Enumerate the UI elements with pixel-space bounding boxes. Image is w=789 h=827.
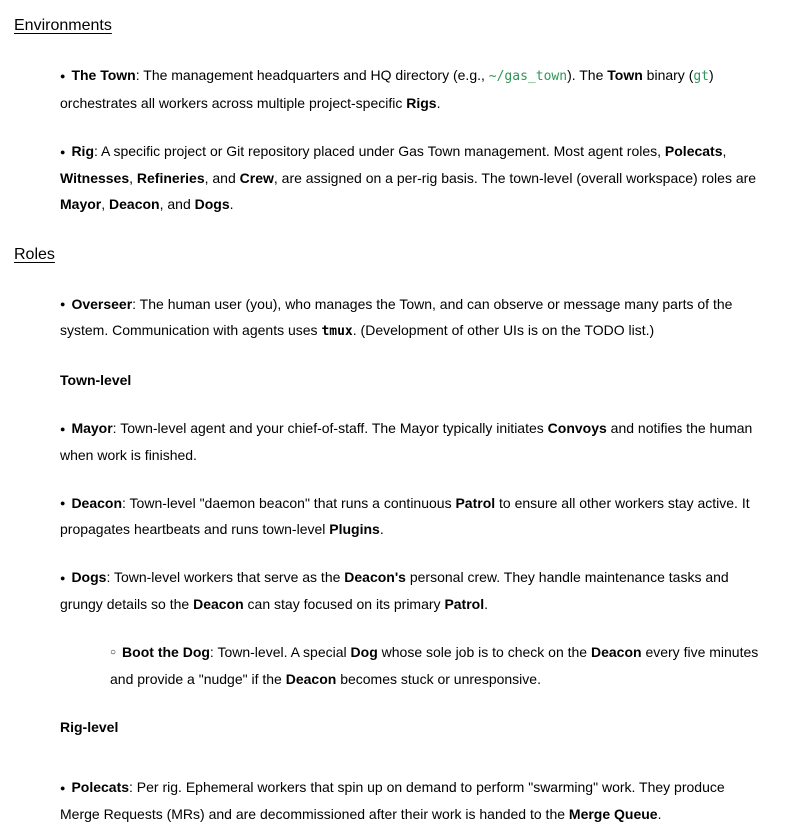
text-segment: Refineries [136, 169, 205, 186]
section-heading-roles: Roles [14, 245, 55, 263]
text-segment: Patrol [455, 494, 496, 511]
bullet-item-boot-the-dog [110, 639, 765, 693]
text-segment: Dog [350, 643, 378, 660]
text-segment: Deacon's [344, 569, 406, 585]
text-segment: Mayor [71, 420, 113, 436]
text-segment: personal crew. They handle maintenance tasks and grungy details so the [60, 569, 729, 612]
text-segment: Boot the Dog [122, 643, 210, 660]
text-segment: to ensure all other workers stay active. It propagates heartbeats and runs town-level [60, 494, 750, 537]
text-segment: Deacon [193, 595, 244, 612]
text-segment: Merge Queue [568, 805, 658, 822]
text-segment: Polecats [71, 779, 130, 795]
text-segment: Polecats [664, 143, 723, 159]
text-segment: and notifies the human when work is finished. [60, 420, 753, 463]
bullet-icon: ● [60, 498, 66, 508]
text-segment: Witnesses [60, 169, 130, 186]
text-segment: : Town-level. A special [209, 643, 351, 660]
text-segment: The Town [71, 67, 136, 83]
subheading-rig-level: Rig-level [60, 719, 119, 735]
section-heading-environments: Environments [14, 17, 112, 34]
text-segment: : The human user (you), who manages the Town, and can observe or message many parts of the system. Communication with agents uses [60, 295, 733, 338]
text-segment: Dogs [194, 195, 230, 212]
text-segment: Deacon [590, 643, 642, 660]
text-segment: . [484, 595, 489, 612]
bullet-icon: ● [60, 423, 66, 434]
text-segment: Patrol [444, 595, 485, 612]
text-segment: Deacon [285, 671, 337, 687]
text-segment: . [379, 521, 384, 537]
text-segment: whose sole job is to check on the [377, 643, 591, 660]
text-segment: . [436, 95, 441, 111]
text-segment: , [722, 143, 727, 159]
bullet-item-the-town [60, 62, 765, 116]
subheading-town-level: Town-level [60, 372, 132, 388]
text-segment: can stay focused on its primary [243, 595, 445, 612]
bullet-item-polecats [60, 774, 765, 827]
text-segment: Dogs [71, 569, 107, 585]
text-segment: : Town-level "daemon beacon" that runs a continuous [122, 494, 456, 511]
text-segment: , and [159, 195, 195, 212]
text-segment: binary ( [642, 67, 694, 83]
text-segment: , are assigned on a per-rig basis. The town-level (overall workspace) roles are [273, 169, 757, 186]
text-segment: becomes stuck or unresponsive. [336, 671, 541, 687]
text-segment: . (Development of other UIs is on the TODO list.) [352, 322, 655, 338]
text-segment: : The management headquarters and HQ directory (e.g., [135, 67, 489, 83]
bullet-icon: ● [60, 299, 66, 309]
text-segment: , and [204, 169, 240, 186]
text-segment: ). The [567, 67, 608, 83]
text-segment: ) orchestrates all workers across multiple project-specific [60, 67, 714, 111]
text-segment: Crew [239, 169, 274, 186]
text-segment: Town [607, 67, 643, 83]
text-segment: Rig [71, 143, 94, 159]
text-segment: Deacon [109, 195, 160, 212]
text-segment: : A specific project or Git repository placed under Gas Town management. Most agent roles, [94, 143, 665, 159]
bullet-item-overseer [60, 291, 765, 346]
text-segment: every five minutes and provide a "nudge" if the [110, 643, 759, 687]
text-segment: , [129, 169, 137, 186]
text-segment: Deacon [71, 494, 123, 511]
bullet-item-deacon [60, 490, 765, 543]
text-segment: Convoys [547, 420, 607, 436]
text-segment: gt [693, 69, 710, 84]
text-segment: ~/gas_town [488, 69, 568, 84]
bullet-icon: ● [60, 70, 66, 81]
text-segment: tmux [321, 324, 353, 339]
text-segment: : Town-level agent and your chief-of-staff. The Mayor typically initiates [112, 420, 548, 436]
text-segment: Mayor [60, 195, 102, 212]
bullet-item-mayor [60, 415, 765, 468]
bullet-item-rig [60, 138, 765, 217]
bullet-icon: ● [60, 146, 66, 157]
text-segment: . [229, 195, 234, 212]
bullet-icon: ● [60, 782, 66, 793]
sub-bullet-icon: ○ [110, 647, 117, 658]
text-segment: Plugins [329, 521, 380, 537]
text-segment: . [657, 805, 662, 822]
text-segment: : Town-level workers that serve as the [106, 569, 345, 585]
text-segment: Overseer [71, 295, 133, 312]
text-segment: : Per rig. Ephemeral workers that spin up on demand to perform "swarming" work. They produce Merge Requests (MRs) and are decommissioned after their work is handed to the [60, 779, 725, 822]
text-segment: Rigs [406, 95, 437, 111]
bullet-icon: ● [60, 572, 66, 583]
text-segment: , [101, 195, 110, 212]
bullet-item-dogs [60, 564, 765, 617]
